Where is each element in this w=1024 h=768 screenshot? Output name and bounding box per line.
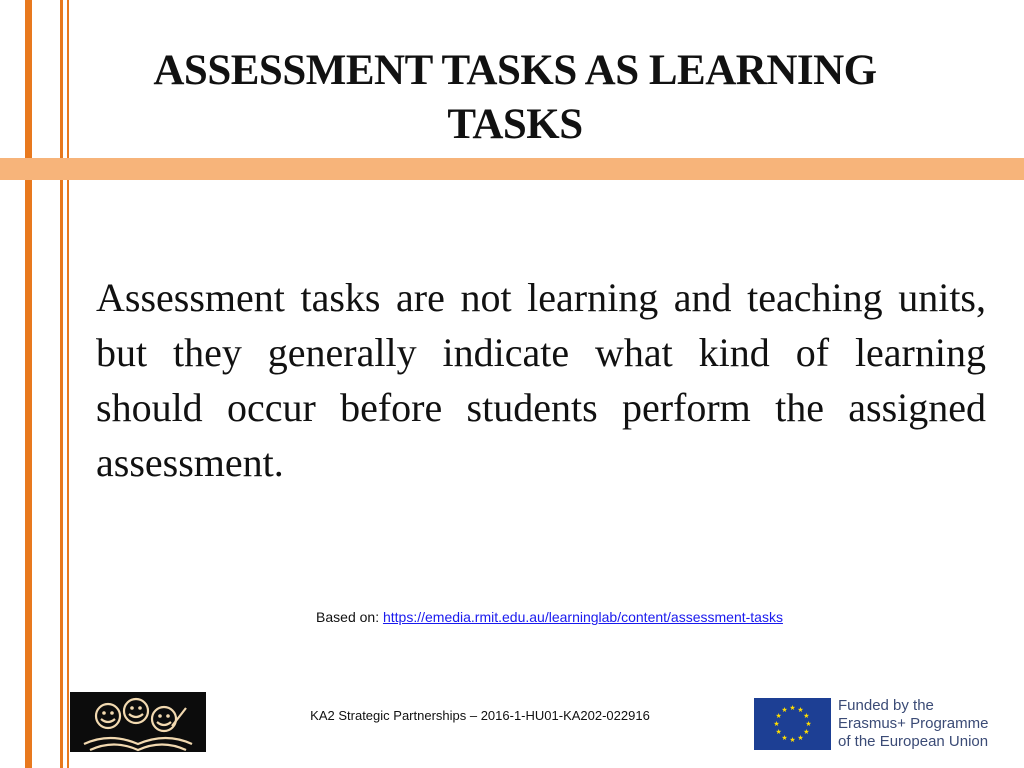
smiling-faces-book-logo [70,692,206,752]
left-accent-line-inner [60,0,63,768]
svg-text:★: ★ [773,720,780,728]
svg-text:★: ★ [789,736,796,744]
slide-title: ASSESSMENT TASKS AS LEARNING TASKS [153,47,877,148]
source-link[interactable]: https://emedia.rmit.edu.au/learninglab/content/assessment-tasks [382,609,783,625]
svg-text:★: ★ [805,720,812,728]
title-divider-band [0,158,1024,180]
eu-funding-line-1: Funded by the [838,697,934,714]
source-citation [0,609,1024,625]
left-accent-line-outer [25,0,32,768]
eu-flag-icon [754,698,831,750]
eu-funding-line-3: of the European Union [838,733,989,750]
slide-body-text: Assessment tasks are not learning and teaching units, but they generally indicate what kind of learning should occur before students perform the assigned assessment. [96,275,986,485]
eu-funding-line-2: Erasmus+ Programme [838,715,989,732]
svg-text:★: ★ [803,712,810,720]
svg-text:★: ★ [775,728,782,736]
svg-text:★: ★ [797,706,804,715]
svg-text:★: ★ [781,733,788,742]
left-accent-line-thin [67,0,69,768]
project-reference: KA2 Strategic Partnerships – 2016-1-HU01-KA202-022916 [310,708,650,723]
source-prefix: Based on: [316,609,383,625]
eu-funding-statement [838,697,988,751]
svg-text:★: ★ [789,704,796,712]
svg-text:★: ★ [797,733,804,742]
svg-text:★: ★ [803,728,810,736]
svg-text:★: ★ [775,712,782,720]
svg-text:★: ★ [781,706,788,715]
